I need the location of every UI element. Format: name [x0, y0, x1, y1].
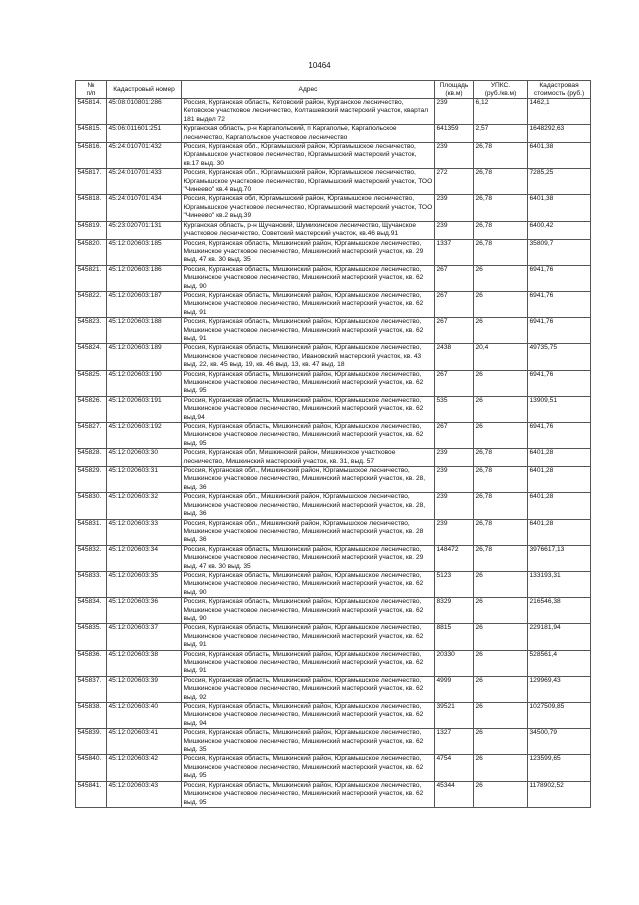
table-row	[76, 729, 591, 755]
row-number-cell: 545829.	[76, 467, 107, 493]
area-cell: 239	[435, 195, 474, 221]
cadastral-number-cell: 45:24:010701:434	[107, 195, 182, 221]
table-row	[76, 519, 591, 545]
cadastral-number-cell: 45:24:010701:432	[107, 143, 182, 169]
upks-cell: 6,12	[474, 99, 528, 125]
upks-cell: 26,78	[474, 519, 528, 545]
address-cell: Россия, Курганская область, Мишкинский район, Юргамышское лесничество, Мишкинское участковое лесничество, Мишкинский мастерский участок, кв. 29 выд. 47 кв. 30 выд. 35	[182, 239, 435, 265]
cadastral-cost-cell: 6401,38	[528, 195, 591, 221]
upks-cell: 26,78	[474, 221, 528, 239]
table-row	[76, 571, 591, 597]
upks-cell: 26,78	[474, 239, 528, 265]
cadastral-number-cell: 45:12:020603:36	[107, 598, 182, 624]
cadastral-number-cell: 45:12:020603:189	[107, 344, 182, 370]
cadastral-table	[75, 80, 591, 808]
address-cell: Россия, Курганская область, Мишкинский район, Юргамышское лесничество, Мишкинское участковое лесничество, Мишкинский мастерский участок, кв. 62 выд. 91	[182, 291, 435, 317]
row-number-cell: 545820.	[76, 239, 107, 265]
table-row	[76, 143, 591, 169]
upks-cell: 26	[474, 676, 528, 702]
upks-cell: 26,78	[474, 143, 528, 169]
cadastral-cost-cell: 49735,75	[528, 344, 591, 370]
address-cell: Россия, Курганская область, Мишкинский район, Юргамышское лесничество, Мишкинское участковое лесничество, Мишкинский мастерский участок, кв. 62 выд.94	[182, 396, 435, 422]
area-cell: 267	[435, 370, 474, 396]
table-row	[76, 344, 591, 370]
cadastral-cost-cell: 7285,25	[528, 169, 591, 195]
area-cell: 39521	[435, 703, 474, 729]
row-number-cell: 545819.	[76, 221, 107, 239]
cadastral-cost-cell: 6401,28	[528, 493, 591, 519]
address-cell: Россия, Курганская обл., Мишкинский район, Юргамышское лесничество, Мишкинское участковое лесничество, Мишкинский мастерский участок, кв. 28, выд. 36	[182, 493, 435, 519]
cadastral-cost-cell: 216546,38	[528, 598, 591, 624]
address-cell: Россия, Курганская обл., Юргамышский район, Юргамышское лесничество, Юргамышское участковое лесничество, Юргамышский мастерский участок, кв.17 выд. 30	[182, 143, 435, 169]
cadastral-cost-cell: 6941,76	[528, 318, 591, 344]
table-row	[76, 545, 591, 571]
upks-cell: 20,4	[474, 344, 528, 370]
address-cell: Россия, Курганская обл., Мишкинский район, Юргамышское лесничество, Мишкинское участковое лесничество, Мишкинский мастерский участок, кв. 28 выд. 36	[182, 519, 435, 545]
area-cell: 267	[435, 291, 474, 317]
area-cell: 2438	[435, 344, 474, 370]
row-number-cell: 545817.	[76, 169, 107, 195]
address-cell: Россия, Курганская область, Мишкинский район, Юргамышское лесничество, Мишкинское участковое лесничество, Мишкинский мастерский участок, кв. 62 выд. 95	[182, 755, 435, 781]
table-row	[76, 755, 591, 781]
address-cell: Россия, Курганская область, Мишкинский район, Юргамышское лесничество, Мишкинское участковое лесничество, Мишкинский мастерский участок, кв. 62 выд. 35	[182, 729, 435, 755]
cadastral-number-cell: 45:24:010701:433	[107, 169, 182, 195]
header-address: Адрес	[182, 81, 435, 99]
address-cell: Россия, Курганская область, Мишкинский район, Юргамышское лесничество, Мишкинское участковое лесничество, Мишкинский мастерский участок, кв. 62 выд. 95	[182, 370, 435, 396]
table-row	[76, 703, 591, 729]
header-upks: УПКС. (руб./кв.м)	[474, 81, 528, 99]
table-header	[76, 81, 591, 99]
upks-cell: 26	[474, 318, 528, 344]
address-cell: Россия, Курганская область, Мишкинский район, Юргамышское лесничество, Мишкинское участковое лесничество, Мишкинский мастерский участок, кв. 62 выд. 90	[182, 265, 435, 291]
row-number-cell: 545827.	[76, 423, 107, 449]
cadastral-number-cell: 45:12:020603:188	[107, 318, 182, 344]
upks-cell: 26	[474, 755, 528, 781]
table-row	[76, 169, 591, 195]
cadastral-number-cell: 45:12:020603:190	[107, 370, 182, 396]
row-number-cell: 545834.	[76, 598, 107, 624]
table-row	[76, 291, 591, 317]
row-number-cell: 545839.	[76, 729, 107, 755]
area-cell: 239	[435, 221, 474, 239]
cadastral-cost-cell: 528561,4	[528, 650, 591, 676]
cadastral-cost-cell: 1462,1	[528, 99, 591, 125]
cadastral-cost-cell: 229181,94	[528, 624, 591, 650]
area-cell: 8815	[435, 624, 474, 650]
address-cell: Россия, Курганская область, Кетовский район, Курганское лесничество, Кетовское участковое лесничество, Колташевский мастерский участок, квартал 181 выдел 72	[182, 99, 435, 125]
cadastral-cost-cell: 13909,51	[528, 396, 591, 422]
area-cell: 239	[435, 449, 474, 467]
area-cell: 239	[435, 493, 474, 519]
header-row	[76, 81, 591, 99]
row-number-cell: 545814.	[76, 99, 107, 125]
area-cell: 239	[435, 99, 474, 125]
upks-cell: 26,78	[474, 467, 528, 493]
area-cell: 1337	[435, 239, 474, 265]
area-cell: 267	[435, 423, 474, 449]
page-number: 10464	[308, 61, 331, 70]
cadastral-cost-cell: 133193,31	[528, 571, 591, 597]
table-row	[76, 423, 591, 449]
cadastral-cost-cell: 34500,79	[528, 729, 591, 755]
area-cell: 267	[435, 318, 474, 344]
cadastral-number-cell: 45:12:020603:30	[107, 449, 182, 467]
row-number-cell: 545831.	[76, 519, 107, 545]
cadastral-cost-cell: 6401,28	[528, 449, 591, 467]
area-cell: 535	[435, 396, 474, 422]
cadastral-number-cell: 45:12:020603:32	[107, 493, 182, 519]
cadastral-number-cell: 45:12:020603:41	[107, 729, 182, 755]
area-cell: 239	[435, 467, 474, 493]
cadastral-cost-cell: 6401,28	[528, 519, 591, 545]
table-row	[76, 676, 591, 702]
row-number-cell: 545830.	[76, 493, 107, 519]
area-cell: 239	[435, 519, 474, 545]
cadastral-number-cell: 45:12:020603:35	[107, 571, 182, 597]
upks-cell: 26	[474, 370, 528, 396]
address-cell: Россия, Курганская область, Мишкинский район, Юргамышское лесничество, Мишкинское участковое лесничество, Ивановский мастерский участок, кв. 43 выд. 22, кв. 45 выд. 19, кв. 46 выд. 13, кв. 47 выд. 18	[182, 344, 435, 370]
row-number-cell: 545822.	[76, 291, 107, 317]
table-row	[76, 781, 591, 807]
row-number-cell: 545836.	[76, 650, 107, 676]
cadastral-cost-cell: 1027509,85	[528, 703, 591, 729]
row-number-cell: 545824.	[76, 344, 107, 370]
area-cell: 239	[435, 143, 474, 169]
cadastral-number-cell: 45:23:020701:131	[107, 221, 182, 239]
table-row	[76, 221, 591, 239]
header-area: Площадь (кв.м)	[435, 81, 474, 99]
upks-cell: 26	[474, 423, 528, 449]
cadastral-cost-cell: 6941,76	[528, 423, 591, 449]
address-cell: Россия, Курганская обл., Мишкинский район, Юргамышское лесничество, Мишкинское участковое лесничество, Мишкинский мастерский участок, кв. 28, выд. 36	[182, 467, 435, 493]
upks-cell: 26	[474, 703, 528, 729]
area-cell: 148472	[435, 545, 474, 571]
cadastral-number-cell: 45:12:020603:186	[107, 265, 182, 291]
address-cell: Россия, Курганская область, Мишкинский район, Юргамышское лесничество, Мишкинское участковое лесничество, Мишкинский мастерский участок, кв. 62 выд. 92	[182, 676, 435, 702]
address-cell: Россия, Курганская обл, Мишкинский район, Мишкинское участковое лесничество, Мишкинский мастерский участок, кв. 31, выд. 57	[182, 449, 435, 467]
table-body	[76, 99, 591, 808]
area-cell: 4999	[435, 676, 474, 702]
row-number-cell: 545825.	[76, 370, 107, 396]
cadastral-number-cell: 45:12:020603:37	[107, 624, 182, 650]
upks-cell: 26	[474, 396, 528, 422]
table-row	[76, 239, 591, 265]
address-cell: Россия, Курганская обл., Юргамышский район, Юргамышское лесничество, Юргамышское участковое лесничество, Юргамышский мастерский участок, ТОО "Чинеево" кв.4 выд.70	[182, 169, 435, 195]
cadastral-number-cell: 45:12:020603:191	[107, 396, 182, 422]
table-row	[76, 467, 591, 493]
row-number-cell: 545815.	[76, 125, 107, 143]
address-cell: Россия, Курганская область, Мишкинский район, Юргамышское лесничество, Мишкинское участковое лесничество, Мишкинский мастерский участок, кв. 62 выд. 91	[182, 650, 435, 676]
area-cell: 641359	[435, 125, 474, 143]
area-cell: 267	[435, 265, 474, 291]
table-row	[76, 449, 591, 467]
cadastral-number-cell: 45:12:020603:38	[107, 650, 182, 676]
row-number-cell: 545840.	[76, 755, 107, 781]
cadastral-cost-cell: 1648292,63	[528, 125, 591, 143]
upks-cell: 2,57	[474, 125, 528, 143]
row-number-cell: 545828.	[76, 449, 107, 467]
cadastral-number-cell: 45:12:020603:31	[107, 467, 182, 493]
upks-cell: 26	[474, 781, 528, 807]
table-row	[76, 598, 591, 624]
cadastral-cost-cell: 129969,43	[528, 676, 591, 702]
address-cell: Россия, Курганская область, Мишкинский район, Юргамышское лесничество, Мишкинское участковое лесничество, Мишкинский мастерский участок, кв. 62 выд. 91	[182, 318, 435, 344]
row-number-cell: 545818.	[76, 195, 107, 221]
cadastral-number-cell: 45:12:020603:192	[107, 423, 182, 449]
header-cadastral-cost: Кадастровая стоимость (руб.)	[528, 81, 591, 99]
table-row	[76, 125, 591, 143]
table-row	[76, 265, 591, 291]
cadastral-cost-cell: 6400,42	[528, 221, 591, 239]
cadastral-cost-cell: 6401,28	[528, 467, 591, 493]
row-number-cell: 545823.	[76, 318, 107, 344]
table-row	[76, 650, 591, 676]
cadastral-number-cell: 45:12:020603:43	[107, 781, 182, 807]
cadastral-number-cell: 45:12:020603:40	[107, 703, 182, 729]
row-number-cell: 545816.	[76, 143, 107, 169]
upks-cell: 26	[474, 598, 528, 624]
row-number-cell: 545826.	[76, 396, 107, 422]
address-cell: Россия, Курганская обл, Юргамышский район, Юргамышское лесничество, Юргамышское участковое лесничество, Юргамышский мастерский участок, ТОО "Чинеево" кв.2 выд.39	[182, 195, 435, 221]
area-cell: 8329	[435, 598, 474, 624]
area-cell: 5123	[435, 571, 474, 597]
cadastral-cost-cell: 3976617,13	[528, 545, 591, 571]
area-cell: 272	[435, 169, 474, 195]
upks-cell: 26,78	[474, 493, 528, 519]
upks-cell: 26,78	[474, 169, 528, 195]
address-cell: Россия, Курганская область, Мишкинский район, Юргамышское лесничество, Мишкинское участковое лесничество, Мишкинский мастерский участок, кв. 62 выд. 95	[182, 781, 435, 807]
row-number-cell: 545838.	[76, 703, 107, 729]
cadastral-cost-cell: 6941,76	[528, 291, 591, 317]
cadastral-number-cell: 45:12:020603:42	[107, 755, 182, 781]
table-row	[76, 99, 591, 125]
row-number-cell: 545821.	[76, 265, 107, 291]
upks-cell: 26	[474, 571, 528, 597]
address-cell: Россия, Курганская область, Мишкинский район, Юргамышское лесничество, Мишкинское участковое лесничество, Мишкинский мастерский участок, кв. 62 выд. 95	[182, 423, 435, 449]
upks-cell: 26	[474, 291, 528, 317]
address-cell: Россия, Курганская область, Мишкинский район, Юргамышское лесничество, Мишкинское участковое лесничество, Мишкинский мастерский участок, кв. 62 выд. 90	[182, 598, 435, 624]
area-cell: 4754	[435, 755, 474, 781]
address-cell: Россия, Курганская область, Мишкинский район, Юргамышское лесничество, Мишкинское участковое лесничество, Мишкинский мастерский участок, кв. 29 выд. 47 кв. 30 выд. 35	[182, 545, 435, 571]
cadastral-number-cell: 45:12:020603:39	[107, 676, 182, 702]
cadastral-number-cell: 45:06:011601:251	[107, 125, 182, 143]
cadastral-cost-cell: 123599,65	[528, 755, 591, 781]
address-cell: Россия, Курганская область, Мишкинский район, Юргамышское лесничество, Мишкинское участковое лесничество, Мишкинский мастерский участок, кв. 62 выд. 91	[182, 624, 435, 650]
area-cell: 45344	[435, 781, 474, 807]
header-cadastral-number: Кадастровый номер	[107, 81, 182, 99]
cadastral-cost-cell: 6941,76	[528, 370, 591, 396]
cadastral-number-cell: 45:08:010801:286	[107, 99, 182, 125]
row-number-cell: 545837.	[76, 676, 107, 702]
row-number-cell: 545841.	[76, 781, 107, 807]
cadastral-number-cell: 45:12:020603:33	[107, 519, 182, 545]
address-cell: Курганская область, р-н Щучанский, Шумихинское лесничество, Щучанское участковое лесничество, Советский мастерский участок, кв.46 выд.91	[182, 221, 435, 239]
upks-cell: 26	[474, 650, 528, 676]
header-num: № п/п	[76, 81, 107, 99]
upks-cell: 26,78	[474, 545, 528, 571]
area-cell: 1327	[435, 729, 474, 755]
table-row	[76, 318, 591, 344]
address-cell: Россия, Курганская область, Мишкинский район, Юргамышское лесничество, Мишкинское участковое лесничество, Мишкинский мастерский участок, кв. 62 выд. 94	[182, 703, 435, 729]
table-row	[76, 624, 591, 650]
cadastral-cost-cell: 6941,76	[528, 265, 591, 291]
cadastral-number-cell: 45:12:020603:187	[107, 291, 182, 317]
cadastral-cost-cell: 1178902,52	[528, 781, 591, 807]
cadastral-cost-cell: 35809,7	[528, 239, 591, 265]
upks-cell: 26	[474, 729, 528, 755]
row-number-cell: 545833.	[76, 571, 107, 597]
address-cell: Россия, Курганская область, Мишкинский район, Юргамышское лесничество, Мишкинское участковое лесничество, Мишкинский мастерский участок, кв. 62 выд. 90	[182, 571, 435, 597]
area-cell: 20330	[435, 650, 474, 676]
row-number-cell: 545832.	[76, 545, 107, 571]
table-row	[76, 396, 591, 422]
row-number-cell: 545835.	[76, 624, 107, 650]
upks-cell: 26	[474, 265, 528, 291]
table-row	[76, 370, 591, 396]
upks-cell: 26,78	[474, 449, 528, 467]
upks-cell: 26	[474, 624, 528, 650]
address-cell: Курганская область, р-н Каргапольский, п Каргаполье, Каргапольское лесничество, Каргапольское участковое лесничество	[182, 125, 435, 143]
table-row	[76, 493, 591, 519]
cadastral-number-cell: 45:12:020603:185	[107, 239, 182, 265]
table-row	[76, 195, 591, 221]
cadastral-cost-cell: 6401,38	[528, 143, 591, 169]
cadastral-number-cell: 45:12:020603:34	[107, 545, 182, 571]
upks-cell: 26,78	[474, 195, 528, 221]
